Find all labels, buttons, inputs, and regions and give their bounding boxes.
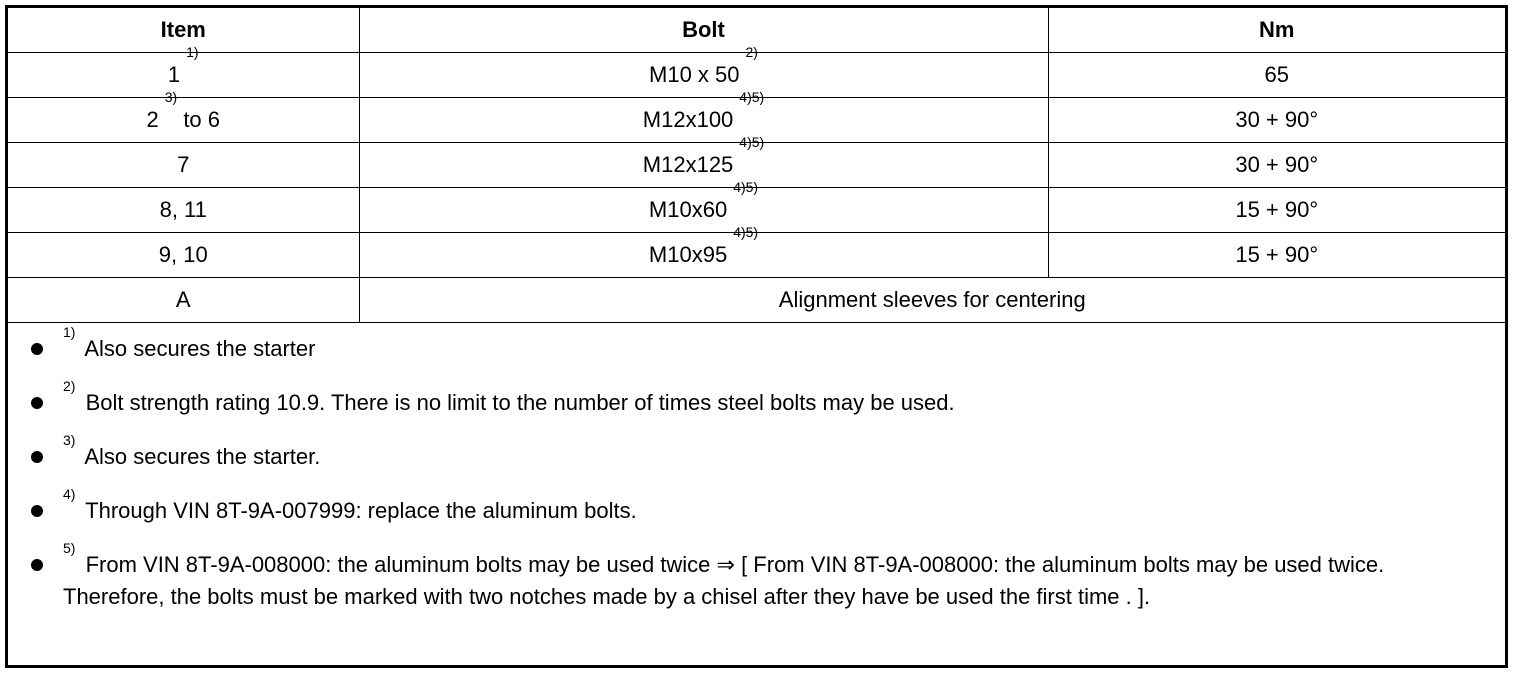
footnote: $^{4)}$ Through VIN 8T-9A-007999: replace the aluminum bolts. (28, 495, 1485, 527)
header-bolt: Bolt (359, 8, 1048, 53)
footnote: $^{1)}$ Also secures the starter (28, 333, 1485, 365)
footnote: $^{5)}$ From VIN 8T-9A-008000: the aluminum bolts may be used twice ⇒ [ From VIN 8T-9A-008000: the aluminum bolts may be used twice. Therefore, the bolts must be marked with two notches made by a chisel after they have be used the first time . ]. (28, 549, 1485, 613)
cell-nm: 15 + 90° (1048, 188, 1505, 233)
header-item: Item (8, 8, 359, 53)
header-nm: Nm (1048, 8, 1505, 53)
document-frame (5, 5, 1508, 668)
cell-item: 9, 10 (8, 233, 359, 278)
footnotes (8, 323, 1505, 613)
table-row (8, 233, 1505, 278)
cell-bolt: M10 x 50$^{2)}$ (359, 53, 1048, 98)
torque-table (8, 8, 1505, 323)
cell-nm: 65 (1048, 53, 1505, 98)
bullet-icon (31, 559, 43, 571)
cell-bolt: $M12x125^{4)5)}$ (359, 143, 1048, 188)
cell-nm: 30 + 90° (1048, 98, 1505, 143)
bullet-icon (31, 343, 43, 355)
footnote: $^{2)}$ Bolt strength rating 10.9. There is no limit to the number of times steel bolts may be used. (28, 387, 1485, 419)
cell-item: 1$^{1)}$ (8, 53, 359, 98)
cell-description: Alignment sleeves for centering (359, 278, 1505, 323)
cell-bolt: $M10x95^{4)5)}$ (359, 233, 1048, 278)
cell-item: 7 (8, 143, 359, 188)
table-row-span (8, 278, 1505, 323)
cell-item: 2$^{3)}$ to 6 (8, 98, 359, 143)
cell-item: 8, 11 (8, 188, 359, 233)
cell-bolt: $M12x100^{4)5)}$ (359, 98, 1048, 143)
bullet-icon (31, 397, 43, 409)
cell-bolt: $M10x60^{4)5)}$ (359, 188, 1048, 233)
bullet-icon (31, 505, 43, 517)
cell-nm: 15 + 90° (1048, 233, 1505, 278)
bullet-icon (31, 451, 43, 463)
footnote: $^{3)}$ Also secures the starter. (28, 441, 1485, 473)
cell-item: A (8, 278, 359, 323)
cell-nm: 30 + 90° (1048, 143, 1505, 188)
